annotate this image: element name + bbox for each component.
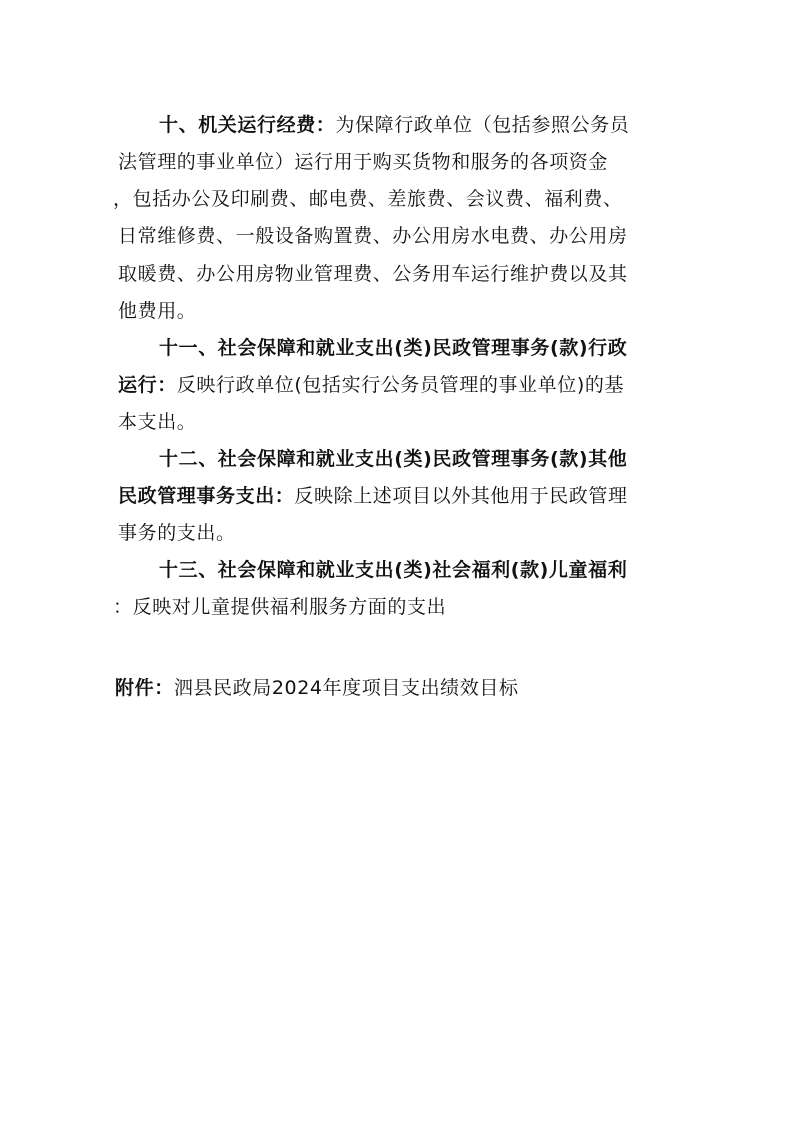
paragraph-13-line-2: ：反映对儿童提供福利服务方面的支出: [113, 596, 447, 618]
paragraph-12-heading-line-1: 十二、社会保障和就业支出(类)民政管理事务(款)其他: [159, 448, 628, 470]
paragraph-10-line-6: 他费用。: [118, 300, 197, 322]
paragraph-11-heading-line-1: 十一、社会保障和就业支出(类)民政管理事务(款)行政: [159, 337, 628, 359]
attachment-text: 泗县民政局2024年度项目支出绩效目标: [173, 677, 519, 699]
paragraph-12-line-2: [118, 484, 628, 508]
paragraph-10-text-1: 为保障行政单位（包括参照公务员: [335, 114, 630, 136]
paragraph-10-line-3: ，包括办公及印刷费、邮电费、差旅费、会议费、福利费、: [113, 188, 623, 210]
paragraph-10-heading: 十、机关运行经费：: [159, 114, 336, 136]
attachment-line: [115, 676, 519, 700]
paragraph-11-text-1: 反映行政单位(包括实行公务员管理的事业单位)的基: [176, 374, 625, 396]
paragraph-12-heading-line-2: 民政管理事务支出：: [118, 485, 295, 507]
paragraph-11-heading-line-2: 运行：: [118, 374, 177, 396]
paragraph-11-line-3: 本支出。: [118, 411, 197, 433]
paragraph-12-text-1: 反映除上述项目以外其他用于民政管理: [294, 485, 628, 507]
paragraph-13-heading: 十三、社会保障和就业支出(类)社会福利(款)儿童福利: [159, 559, 628, 581]
attachment-label: 附件：: [115, 677, 174, 699]
paragraph-10-line-2: 法管理的事业单位）运行用于购买货物和服务的各项资金: [118, 151, 609, 173]
paragraph-12-line-3: 事务的支出。: [118, 522, 236, 544]
paragraph-11-line-2: [118, 373, 624, 397]
paragraph-10-line-1: [159, 113, 629, 137]
paragraph-10-line-5: 取暖费、办公用房物业管理费、公务用车运行维护费以及其: [118, 263, 628, 285]
paragraph-10-line-4: 日常维修费、一般设备购置费、办公用房水电费、办公用房: [118, 225, 628, 247]
